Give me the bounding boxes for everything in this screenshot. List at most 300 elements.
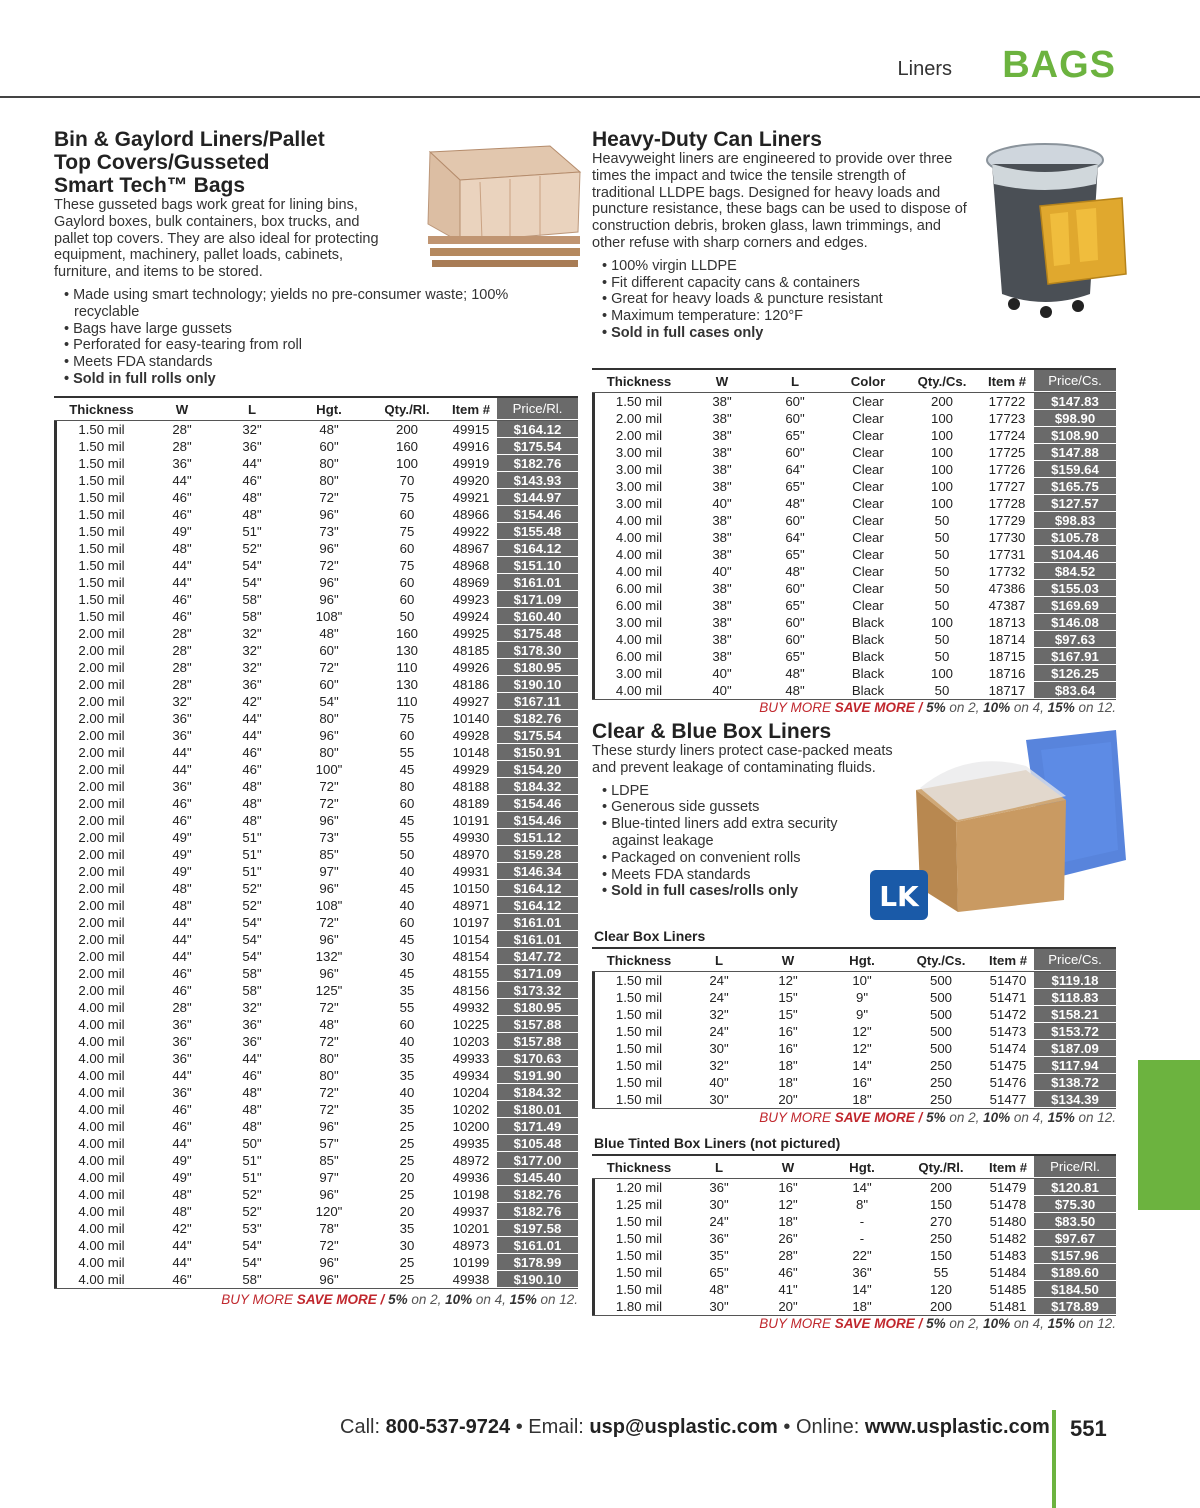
table-cell: 25 [399,1272,415,1287]
table-cell: 8" [855,1197,868,1212]
table-cell: 250 [929,1231,952,1246]
table-cell: 49929 [452,762,490,777]
table-cell: 4.00 mil [78,1255,125,1270]
table-cell: 44" [172,949,192,964]
table-cell: 40" [712,666,732,681]
table-cell: 46" [172,1119,192,1134]
price-cell: $159.28 [497,846,578,863]
table-cell: 49930 [452,830,490,845]
table-row [54,540,578,557]
buy-more-text: / [914,1110,927,1125]
pallet-cover-image [410,132,585,272]
table-row [592,478,1116,495]
col-header-price: Price/Rl. [497,398,578,420]
table-cell: 110 [396,694,418,709]
table-side-bar [54,421,57,1288]
table-cell: 40 [399,898,415,913]
table-cell: 60" [785,615,805,630]
table-cell: 65" [709,1265,729,1280]
table-cell: 4.00 mil [78,1119,125,1134]
bin-liners-table [54,396,578,1289]
table-cell: 2.00 mil [78,847,125,862]
table-cell: 51482 [989,1231,1027,1246]
price-cell: $177.00 [497,1152,578,1169]
price-cell: $126.25 [1034,665,1116,682]
price-cell: $180.95 [497,659,578,676]
table-cell: 2.00 mil [78,864,125,879]
buy-more-text: 5% [926,1110,946,1125]
table-cell: 48" [242,507,262,522]
table-cell: 1.50 mil [78,439,125,454]
table-cell: 17725 [988,445,1026,460]
table-cell: 73" [319,830,339,845]
table-cell: 38" [712,428,732,443]
table-row [54,557,578,574]
table-cell: 100 [930,496,953,511]
table-cell: 50 [934,530,950,545]
price-cell: $180.95 [497,999,578,1016]
bullet-item: • Great for heavy loads & puncture resistant [598,291,972,308]
table-cell: 18713 [988,615,1026,630]
table-cell: 18717 [988,683,1026,698]
bullet-item: • Made using smart technology; yields no pre-consumer waste; 100% recyclable [60,287,570,321]
table-cell: 18715 [988,649,1026,664]
table-row [54,506,578,523]
table-cell: 18" [778,1075,798,1090]
price-cell: $158.21 [1034,1006,1116,1023]
table-cell: 16" [778,1180,798,1195]
table-cell: 44" [242,728,262,743]
table-cell: 17730 [988,530,1026,545]
table-cell: 96" [319,1187,339,1202]
table-body [592,1179,1116,1316]
table-cell: Clear [852,462,884,477]
table-cell: 32" [242,422,262,437]
price-cell: $180.01 [497,1101,578,1118]
table-cell: 49933 [452,1051,490,1066]
table-row [54,1067,578,1084]
price-cell: $187.09 [1034,1040,1116,1057]
table-cell: 46" [242,1068,262,1083]
table-cell: 49924 [452,609,490,624]
buy-more-text: SAVE MORE [296,1292,377,1307]
table-cell: 72" [319,1085,339,1100]
table-row [54,829,578,846]
table-cell: 4.00 mil [78,1051,125,1066]
box-liners-title: Clear & Blue Box Liners [592,720,832,743]
table-cell: 60 [399,1017,415,1032]
table-cell: 4.00 mil [78,1187,125,1202]
buy-more-note [759,700,1116,715]
table-cell: Black [851,632,885,647]
table-cell: 49938 [452,1272,490,1287]
table-cell: 46" [172,1102,192,1117]
price-cell: $154.20 [497,761,578,778]
buy-more-text: 10% [983,700,1011,715]
table-cell: 46" [172,507,192,522]
table-cell: 12" [852,1024,872,1039]
table-cell: 3.00 mil [615,496,663,511]
table-cell: 4.00 mil [615,564,663,579]
table-row [54,1254,578,1271]
table-cell: 28" [172,626,192,641]
table-cell: 51484 [989,1265,1027,1280]
table-row [54,999,578,1016]
table-cell: 48189 [452,796,490,811]
table-cell: Clear [852,428,884,443]
table-cell: 48973 [452,1238,490,1253]
title-line-2: Top Covers/Gusseted [54,151,270,174]
table-cell: 75 [399,711,415,726]
table-cell: 10198 [452,1187,490,1202]
col-header-w: W [715,373,729,389]
bullet-item: • Packaged on convenient rolls [598,850,888,867]
table-cell: - [859,1214,865,1229]
table-row [54,965,578,982]
table-cell: 30 [399,949,415,964]
table-cell: 48154 [452,949,490,964]
table-row [54,795,578,812]
table-body [592,393,1116,700]
blue-box-liners-table [592,1154,1116,1316]
col-header-l: L [714,952,724,968]
table-cell: 40 [399,1085,415,1100]
table-cell: 1.50 mil [78,473,125,488]
table-row [54,1152,578,1169]
header-category-title: BAGS [1002,44,1116,86]
table-cell: 17728 [988,496,1026,511]
table-row [592,972,1116,989]
table-cell: 49" [172,864,192,879]
buy-more-text: / [914,700,927,715]
table-cell: 28" [172,677,192,692]
table-cell: 38" [712,411,732,426]
table-cell: 48185 [452,643,490,658]
price-cell: $164.12 [497,421,578,438]
bullet-item: • Meets FDA standards [598,867,888,884]
table-cell: 1.50 mil [615,1231,663,1246]
table-cell: 50 [934,581,950,596]
table-cell: 36" [709,1180,729,1195]
table-cell: 15" [778,990,798,1005]
table-cell: 45 [399,813,415,828]
table-row [592,1023,1116,1040]
col-header-qty: Qty./Cs. [916,952,966,968]
table-cell: 36" [852,1265,872,1280]
table-row [54,1016,578,1033]
table-cell: 40" [712,564,732,579]
table-cell: 38" [712,445,732,460]
bullet-item-bold: • Sold in full cases only [598,325,972,342]
table-cell: 54" [242,949,262,964]
table-cell: 52" [242,881,262,896]
table-cell: 44" [172,745,192,760]
price-cell: $145.40 [497,1169,578,1186]
table-row [54,1033,578,1050]
table-cell: 40" [712,496,732,511]
table-row [592,495,1116,512]
table-row [54,438,578,455]
table-row [592,461,1116,478]
table-cell: 75 [399,524,415,539]
table-cell: 54" [242,558,262,573]
table-cell: 4.00 mil [78,1204,125,1219]
table-cell: 47386 [988,581,1026,596]
table-cell: 48156 [452,983,490,998]
price-cell: $170.63 [497,1050,578,1067]
table-cell: 120" [315,1204,343,1219]
table-cell: 1.20 mil [615,1180,663,1195]
table-cell: 4.00 mil [78,1000,125,1015]
price-cell: $175.54 [497,727,578,744]
table-cell: 54" [242,915,262,930]
table-cell: 36" [242,439,262,454]
table-cell: 58" [242,966,262,981]
table-cell: 2.00 mil [78,762,125,777]
table-cell: 96" [319,813,339,828]
table-cell: 72" [319,1034,339,1049]
table-cell: 200 [395,422,418,437]
buy-more-text: on 12. [1074,1316,1116,1331]
table-cell: 1.50 mil [615,1214,663,1229]
table-cell: 18" [852,1299,872,1314]
buy-more-text: 10% [983,1110,1011,1125]
table-row [592,1040,1116,1057]
table-row [54,1118,578,1135]
table-cell: 10148 [452,745,490,760]
price-cell: $154.46 [497,812,578,829]
table-cell: 2.00 mil [78,711,125,726]
table-row [592,1247,1116,1264]
buy-more-text: on 2, [945,1316,984,1331]
table-cell: 49936 [452,1170,490,1185]
price-cell: $184.32 [497,778,578,795]
table-row [54,1203,578,1220]
table-cell: 48970 [452,847,490,862]
footer-phone-link[interactable]: 800-537-9724 [385,1416,511,1438]
table-cell: 49" [172,524,192,539]
table-cell: Clear [852,581,884,596]
price-cell: $138.72 [1034,1074,1116,1091]
table-cell: 10199 [452,1255,490,1270]
table-cell: 58" [242,609,262,624]
table-cell: 30 [399,1238,415,1253]
table-cell: 48" [709,1282,729,1297]
table-cell: 4.00 mil [615,632,663,647]
table-cell: 36" [242,1034,262,1049]
table-cell: 28" [172,643,192,658]
buy-more-text: on 12. [536,1292,578,1307]
table-cell: 4.00 mil [78,1085,125,1100]
table-cell: 4.00 mil [78,1034,125,1049]
table-row [592,563,1116,580]
table-cell: 48" [785,564,805,579]
col-header-thickness: Thickness [69,401,134,417]
table-row [54,812,578,829]
table-cell: 58" [242,983,262,998]
price-cell: $155.03 [1034,580,1116,597]
price-cell: $182.76 [497,455,578,472]
table-cell: 200 [929,1299,952,1314]
table-row [592,682,1116,699]
table-row [592,444,1116,461]
price-cell: $173.32 [497,982,578,999]
table-cell: 2.00 mil [615,428,663,443]
table-cell: 12" [852,1041,872,1056]
table-cell: 18714 [988,632,1026,647]
price-cell: $118.83 [1034,989,1116,1006]
table-cell: 36" [172,1051,192,1066]
table-cell: 20" [778,1092,798,1107]
price-cell: $182.76 [497,1186,578,1203]
table-cell: 44" [242,1051,262,1066]
page-number: 551 [1070,1416,1107,1441]
table-cell: 6.00 mil [615,598,663,613]
table-row [54,642,578,659]
price-cell: $146.08 [1034,614,1116,631]
table-cell: 96" [319,881,339,896]
table-cell: 200 [930,394,953,409]
table-cell: 46" [242,762,262,777]
table-header-row [592,368,1116,393]
buy-more-text: on 12. [1074,700,1116,715]
table-cell: 32" [242,660,262,675]
table-cell: 38" [712,615,732,630]
buy-more-text: 15% [1047,1316,1075,1331]
table-cell: 51485 [989,1282,1027,1297]
table-cell: 25 [399,1187,415,1202]
table-cell: 60" [785,581,805,596]
table-cell: 100 [930,445,953,460]
table-cell: 16" [778,1024,798,1039]
table-cell: 10200 [452,1119,490,1134]
blue-box-liners-subtitle: Blue Tinted Box Liners (not pictured) [594,1135,841,1151]
table-cell: 45 [399,881,415,896]
can-liners-table [592,368,1116,700]
table-cell: 58" [242,592,262,607]
table-cell: 500 [929,973,952,988]
price-cell: $159.64 [1034,461,1116,478]
footer-contact [340,1416,1050,1439]
price-cell: $165.75 [1034,478,1116,495]
table-cell: 49932 [452,1000,490,1015]
table-cell: 48" [319,422,339,437]
table-row [54,710,578,727]
table-cell: 2.00 mil [78,983,125,998]
table-cell: 52" [242,541,262,556]
table-cell: 49935 [452,1136,490,1151]
table-cell: 51" [242,524,262,539]
table-row [54,625,578,642]
table-cell: 2.00 mil [78,677,125,692]
table-cell: 2.00 mil [78,813,125,828]
box-liners-bullets [598,783,888,901]
table-cell: 51483 [989,1248,1027,1263]
table-cell: 2.00 mil [78,898,125,913]
table-row [54,1271,578,1288]
table-cell: Black [851,615,885,630]
footer-email-link[interactable]: usp@usplastic.com [589,1416,778,1438]
table-cell: 10197 [452,915,490,930]
col-header-w: W [175,401,189,417]
table-cell: 1.50 mil [78,456,125,471]
buy-more-text: on 12. [1074,1110,1116,1125]
table-cell: 4.00 mil [78,1153,125,1168]
table-cell: 24" [709,1024,729,1039]
buy-more-text: 5% [926,700,946,715]
can-liners-section [592,128,972,342]
table-cell: 2.00 mil [78,745,125,760]
table-cell: 70 [399,473,415,488]
bullet-item: • Generous side gussets [598,799,888,816]
table-cell: 46" [172,796,192,811]
table-cell: 35 [399,983,415,998]
table-cell: Clear [852,530,884,545]
table-cell: 55 [399,745,415,760]
table-row [592,648,1116,665]
table-cell: 49" [172,1153,192,1168]
table-cell: 49921 [452,490,490,505]
table-row [592,410,1116,427]
table-cell: 44" [172,575,192,590]
table-cell: 44" [172,932,192,947]
table-cell: 4.00 mil [615,513,663,528]
table-cell: 15" [778,1007,798,1022]
table-cell: 17723 [988,411,1026,426]
table-cell: 160 [395,439,418,454]
table-cell: 2.00 mil [78,932,125,947]
price-cell: $167.91 [1034,648,1116,665]
table-cell: 150 [929,1248,952,1263]
table-cell: 4.00 mil [78,1238,125,1253]
table-cell: 17727 [988,479,1026,494]
col-header-item: Item # [987,373,1027,389]
table-cell: 50 [399,847,415,862]
table-row [54,778,578,795]
table-header-row [592,1154,1116,1179]
table-cell: 20 [399,1204,415,1219]
table-cell: 38" [712,530,732,545]
table-cell: 57" [319,1136,339,1151]
table-cell: 49" [172,830,192,845]
table-cell: 28" [778,1248,798,1263]
table-row [54,1237,578,1254]
table-cell: 49" [172,847,192,862]
table-cell: 96" [319,966,339,981]
buy-more-text: on 4, [1010,1110,1048,1125]
footer-website-link[interactable]: www.usplastic.com [864,1416,1050,1438]
table-cell: 51476 [989,1075,1027,1090]
table-cell: 54" [242,932,262,947]
table-row [54,489,578,506]
header-section-label: Liners [897,58,952,80]
col-header-hgt: Hgt. [849,1159,875,1175]
table-cell: 48" [242,1085,262,1100]
table-cell: 10202 [452,1102,490,1117]
table-cell: 250 [929,1092,952,1107]
table-cell: 72" [319,558,339,573]
table-cell: 72" [319,779,339,794]
table-cell: 25 [399,1119,415,1134]
table-cell: 54" [242,1255,262,1270]
table-body [592,972,1116,1109]
trash-can-image [980,134,1130,319]
buy-more-text: on 4, [472,1292,510,1307]
table-row [592,427,1116,444]
buy-more-text: BUY MORE [759,1110,835,1125]
bullet-item: • 100% virgin LLDPE [598,258,972,275]
table-cell: 2.00 mil [78,949,125,964]
